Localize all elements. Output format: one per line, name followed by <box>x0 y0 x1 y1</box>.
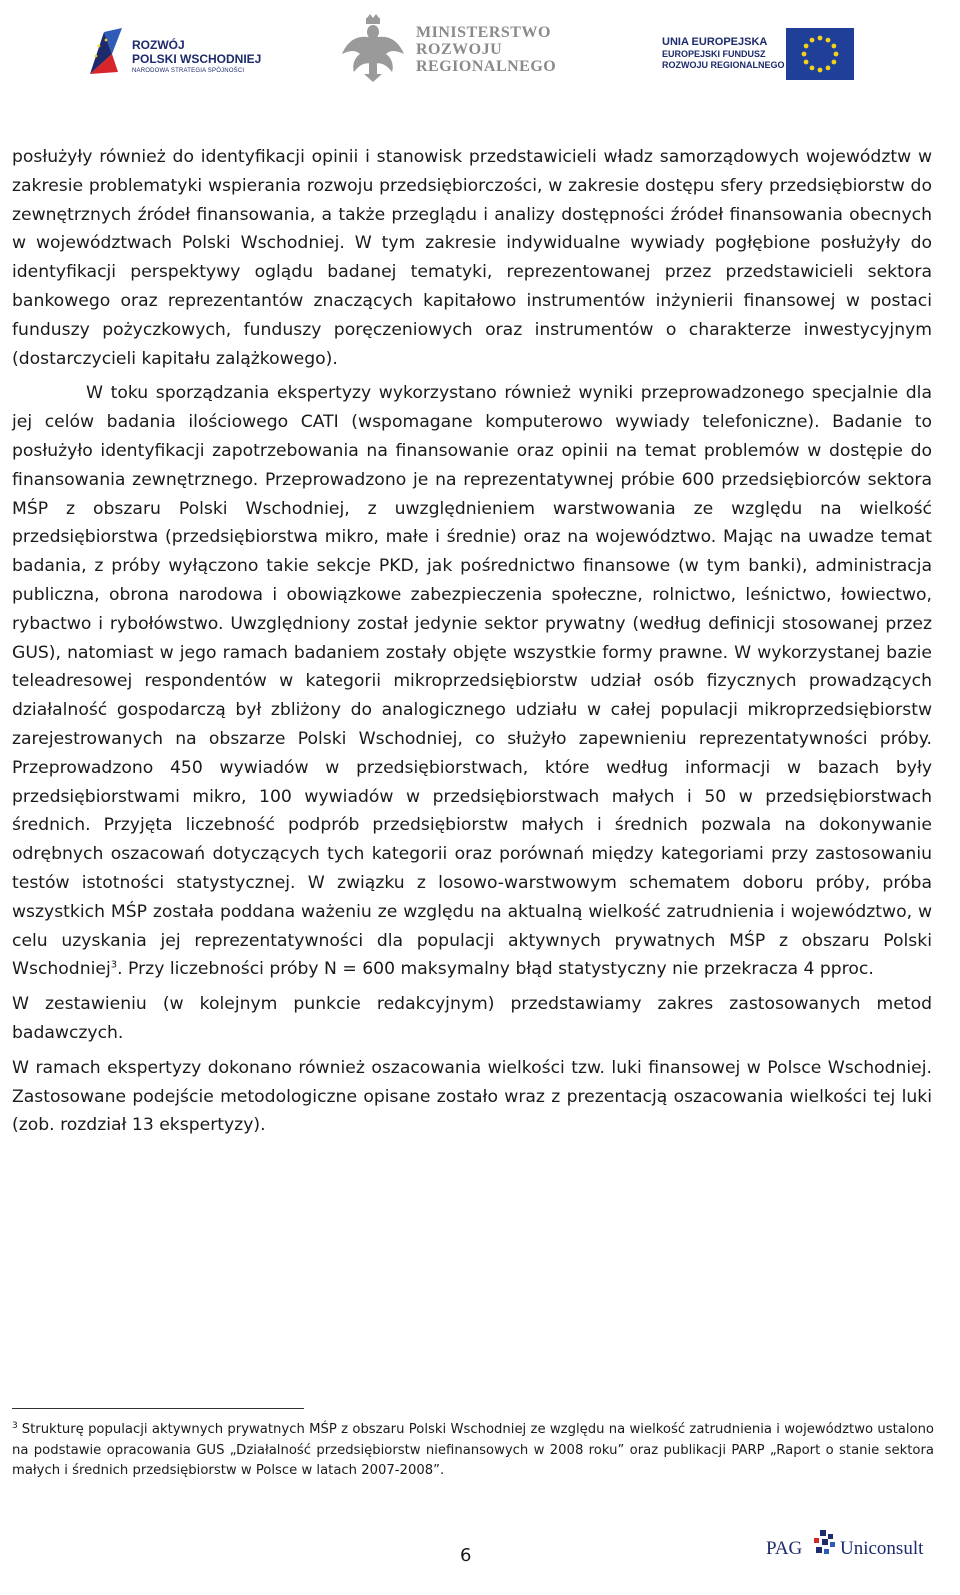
rps-logo-line2: POLSKI WSCHODNIEJ <box>132 52 262 66</box>
pag-logo-right-text: Uniconsult <box>840 1538 924 1559</box>
pag-logo-left-text: PAG <box>766 1538 803 1559</box>
rps-logo-line1: ROZWÓJ <box>132 38 185 52</box>
rps-logo-line3: NARODOWA STRATEGIA SPÓJNOŚCI <box>132 68 245 74</box>
paragraph-3: W zestawieniu (w kolejnym punkcie redakcyjnym) przedstawiamy zakres zastosowanych metod badawczych. <box>12 994 932 1043</box>
footnote-reference[interactable]: 3 <box>110 959 118 971</box>
document-body <box>12 143 932 1140</box>
paragraph-4: W ramach ekspertyzy dokonano również oszacowania wielkości tzw. luki finansowej w Polsce Wschodniej. Zastosowane podejście metodologiczne opisane zostało wraz z prezentacją oszacowania wielkości tej luki (zob. rozdział 13 ekspertyzy). <box>12 1057 932 1136</box>
eu-flag-icon <box>786 28 854 80</box>
rozwoj-polski-wschodniej-logo <box>86 22 286 82</box>
footnote-text: Strukturę populacji aktywnych prywatnych MŚP z obszaru Polski Wschodniej ze względu na wielkość zatrudnienia i województwo ustalono na podstawie opracowania GUS „Działalność przedsiębiorstw niefinansowych w 2008 roku” oraz publikacji PARP „Raport o stanie sektora małych i średnich przedsiębiorstw w Polsce w latach 2007-2008”. <box>12 1422 934 1478</box>
polish-eagle-icon <box>340 14 406 84</box>
footnote-divider <box>12 1408 304 1409</box>
page-header <box>0 0 960 100</box>
rps-emblem-icon <box>86 26 126 76</box>
ministerstwo-rozwoju-regionalnego-logo <box>340 10 570 90</box>
pag-dots-icon <box>812 1530 838 1558</box>
ue-logo-line2: EUROPEJSKI FUNDUSZ <box>662 49 766 59</box>
paragraph-2-main-text: W toku sporządzania ekspertyzy wykorzystano również wyniki przeprowadzonego specjalnie dla jej celów badania ilościowego CATI (wspomagane komputerowo wywiady telefoniczne). Badanie to posłużyło identyfikacji zapotrzebowania na finansowanie oraz opinii na temat problemów w dostępie do finansowania zewnętrznego. Przeprowadzono je na reprezentatywnej próbie 600 przedsiębiorców sektora MŚP z obszaru Polski Wschodniej, z uwzględnieniem warstwowania ze względu na wielkość przedsiębiorstwa (przedsiębiorstwa mikro, małe i średnie) oraz na województwo. Mając na uwadze temat badania, z próby wyłączono takie sekcje PKD, jak pośrednictwo finansowe (w tym banki), administracja publiczna, obrona narodowa i obowiązkowe zabezpieczenia społeczne, rolnictwo, leśnictwo, łowiectwo, rybactwo i rybołówstwo. Uwzględniony został jedynie sektor prywatny (według definicji stosowanej przez GUS), natomiast w jego ramach badaniem zostały objęte wszystkie formy prawne. W wykorzystanej bazie teleadresowej respondentów w kategorii mikroprzedsiębiorstw udział osób fizycznych prowadzących działalność gospodarczą był zbliżony do analogicznego udziału w całej populacji mikroprzedsiębiorstw zarejestrowanych na obszarze Polski Wschodniej, co służyło zapewnieniu reprezentatywności próby. Przeprowadzono 450 wywiadów w przedsiębiorstwach, które według informacji w bazach były przedsiębiorstwami mikro, 100 wywiadów w przedsiębiorstwach małych i 50 w przedsiębiorstwach średnich. Przyjęta liczebność podprób przedsiębiorstw małych i średnich pozwala na dokonywanie odrębnych oszacowań dotyczących tych kategorii oraz porównań między kategoriami przy zastosowaniu testów istotności statystycznej. W związku z losowo-warstwowym schematem doboru próby, próba wszystkich MŚP została poddana ważeniu ze względu na aktualną wielkość zatrudnienia i województwo, w celu uzyskania jej reprezentatywności dla populacji aktywnych prywatnych MŚP z obszaru Polski Wschodniej <box>12 383 932 980</box>
mrr-logo-line3: REGIONALNEGO <box>416 58 557 75</box>
paragraph-1: posłużyły również do identyfikacji opinii i stanowisk przedstawicieli władz samorządowych województw w zakresie problematyki wspierania rozwoju przedsiębiorczości, w zakresie dostępu sfery przedsiębiorstw do zewnętrznych źródeł finansowania, a także przeglądu i analizy dostępności źródeł finansowania obecnych w województwach Polski Wschodniej. W tym zakresie indywidualne wywiady pogłębione posłużyły do identyfikacji perspektywy oglądu badanej tematyki, reprezentowanej przez przedstawicieli sektora bankowego oraz reprezentantów znaczących kapitałowo instrumentów inżynierii finansowej w postaci funduszy pożyczkowych, funduszy poręczeniowych oraz instrumentów o charakterze inwestycyjnym (dostarczycieli kapitału zalążkowego). <box>12 147 932 369</box>
pag-uniconsult-logo <box>766 1528 936 1564</box>
ue-logo-line3: ROZWOJU REGIONALNEGO <box>662 60 785 70</box>
mrr-logo-line1: MINISTERSTWO <box>416 24 551 41</box>
paragraph-2 <box>12 379 932 984</box>
ue-logo-line1: UNIA EUROPEJSKA <box>662 36 768 48</box>
unia-europejska-logo <box>634 28 874 86</box>
mrr-logo-line2: ROZWOJU <box>416 41 503 58</box>
footnote-number: 3 <box>12 1420 18 1431</box>
footnote <box>12 1420 934 1482</box>
paragraph-2-tail-text: . Przy liczebności próby N = 600 maksymalny błąd statystyczny nie przekracza 4 pproc. <box>117 959 874 980</box>
page-number: 6 <box>460 1545 472 1566</box>
